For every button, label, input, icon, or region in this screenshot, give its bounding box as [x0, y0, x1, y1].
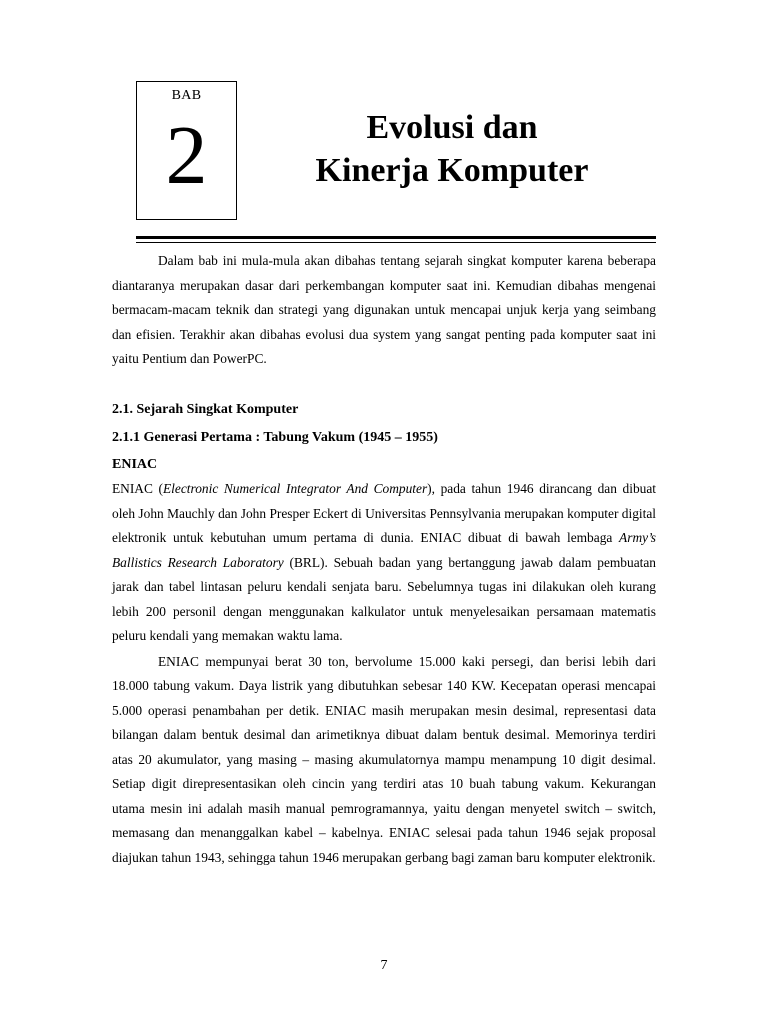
- p1-italic-2: Army’s Ballistics Research Laboratory: [112, 530, 656, 570]
- p1-italic-1: Electronic Numerical Integrator And Computer: [162, 481, 428, 496]
- subsection-heading: 2.1.1 Generasi Pertama : Tabung Vakum (1945 – 1955): [112, 430, 438, 445]
- chapter-title-line-2: Kinerja Komputer: [315, 152, 589, 189]
- chapter-box: [136, 81, 237, 220]
- p1-text-1: ENIAC (: [112, 481, 163, 496]
- chapter-number: 2: [165, 109, 208, 202]
- main-body: [112, 477, 656, 870]
- title-divider-thin: [136, 242, 656, 243]
- eniac-paragraph-1: [112, 477, 656, 649]
- topic-heading: ENIAC: [112, 457, 158, 472]
- intro-paragraph: [112, 249, 656, 372]
- p1-text-2: ), pada tahun 1946 dirancang dan dibuat oleh John Mauchly dan John Presper Eckert di Universitas Pennsylvania merupakan komputer digital elektronik untuk kebutuhan umum pertama di dunia. ENIAC dibuat di bawah lembaga: [112, 481, 657, 545]
- p1-text-3: (BRL). Sebuah badan yang bertanggung jawab dalam pembuatan jarak dan tabel lintasan peluru kendali senjata baru. Sebelumnya tugas ini dilakukan oleh kurang lebih 200 personil dengan menggunakan kalkulator untuk menyelesaikan persamaan matematis peluru kendali yang memakan waktu lama.: [112, 554, 657, 643]
- chapter-label: BAB: [171, 88, 202, 103]
- chapter-title: [262, 106, 642, 192]
- title-divider-thick: [136, 236, 656, 239]
- intro-text: Dalam bab ini mula-mula akan dibahas tentang sejarah singkat komputer karena beberapa diantaranya merupakan dasar dari perkembangan komputer saat ini. Kemudian dibahas mengenai bermacam-macam teknik dan strategi yang digunakan untuk mencapai unjuk kerja yang seimbang dan efisien. Terakhir akan dibahas evolusi dua system yang sangat penting pada komputer saat ini yaitu Pentium dan PowerPC.: [112, 253, 656, 366]
- eniac-paragraph-2: ENIAC mempunyai berat 30 ton, bervolume 15.000 kaki persegi, dan berisi lebih dari 18.000 tabung vakum. Daya listrik yang dibutuhkan sebesar 140 KW. Kecepatan operasi mencapai 5.000 operasi penambahan per detik. ENIAC masih merupakan mesin desimal, representasi data bilangan dalam bentuk desimal dan arimetiknya dibuat dalam bentuk desimal. Memorinya terdiri atas 20 akumulator, yang masing – masing akumulatornya mampu menampung 10 digit desimal. Setiap digit direpresentasikan oleh cincin yang terdiri atas 10 buah tabung vakum. Kekurangan utama mesin ini adalah masih manual pemrogramannya, yaitu dengan menyetel switch – switch, memasang dan menanggalkan kabel – kabelnya. ENIAC selesai pada tahun 1946 sejak proposal diajukan tahun 1943, sehingga tahun 1946 merupakan gerbang bagi zaman baru komputer elektronik.: [112, 653, 656, 865]
- section-heading: 2.1. Sejarah Singkat Komputer: [112, 402, 299, 417]
- chapter-title-line-1: Evolusi dan: [366, 109, 538, 146]
- page-number: 7: [380, 958, 388, 973]
